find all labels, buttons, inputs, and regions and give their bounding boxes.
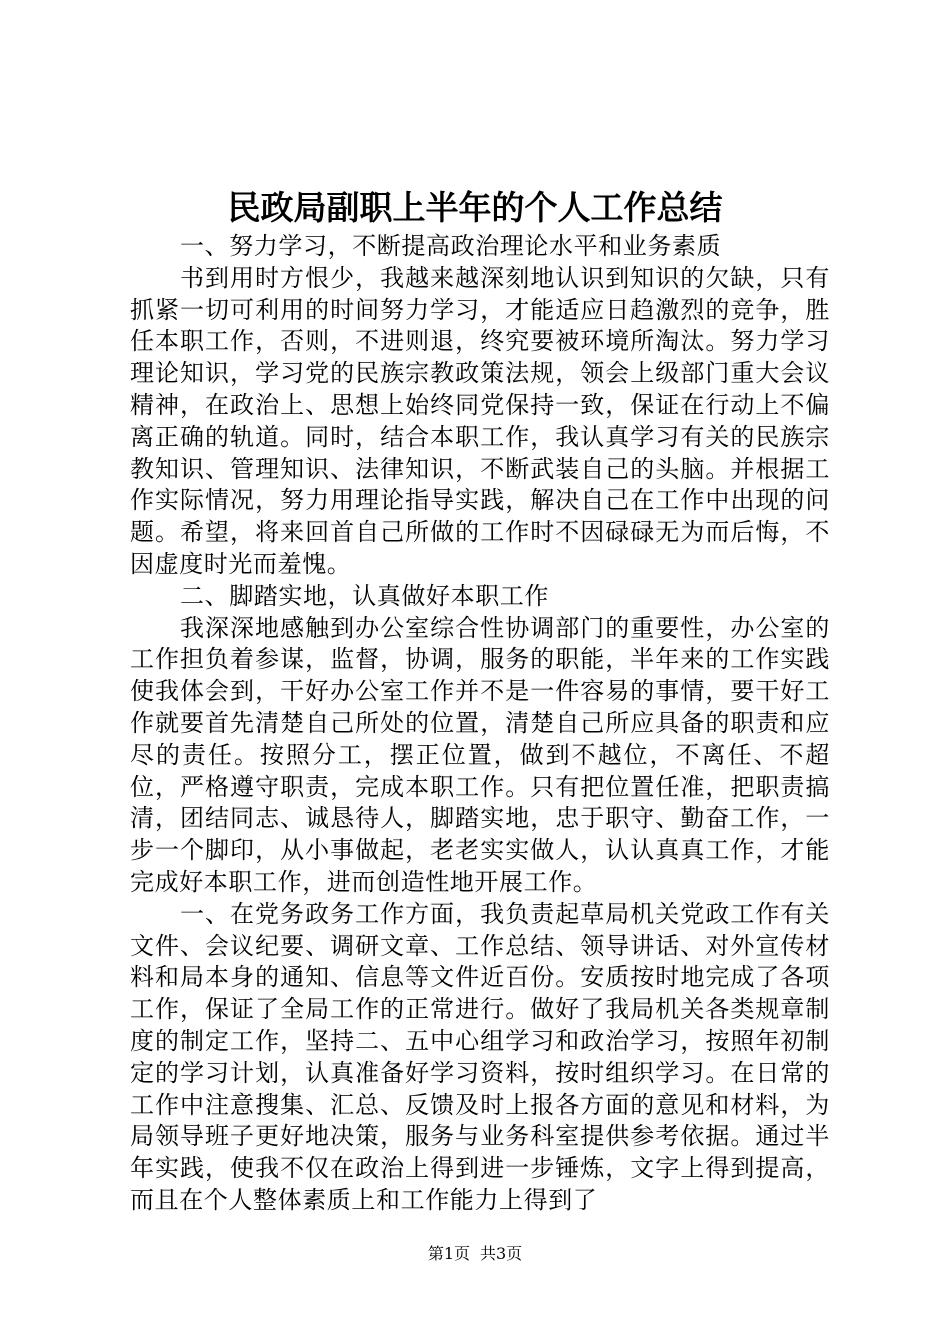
document-body (130, 231, 830, 1217)
section-heading-study: 一、努力学习，不断提高政治理论水平和业务素质 (180, 232, 722, 260)
paragraph-study: 书到用时方恨少，我越来越深刻地认识到知识的欠缺，只有抓紧一切可利用的时间努力学习，才能适应日趋激烈的竞争，胜任本职工作，否则，不进则退，终究要被环境所淘汰。努力学习理论知识，学习党的民族宗教政策法规，领会上级部门重大会议精神，在政治上、思想上始终同党保持一致，保证在行动上不偏离正确的轨道。同时，结合本职工作，我认真学习有关的民族宗教知识、管理知识、法律知识，不断武装自己的头脑。并根据工作实际情况，努力用理论指导实践，解决自己在工作中出现的问题。希望，将来回首自己所做的工作时不因碌碌无为而后悔，不因虚度时光而羞愧。 (130, 263, 830, 578)
paragraph-work: 我深深地感触到办公室综合性协调部门的重要性，办公室的工作担负着参谋，监督，协调，服务的职能，半年来的工作实践使我体会到，干好办公室工作并不是一件容易的事情，要干好工作就要首先清楚自己所处的位置，清楚自己所应具备的职责和应尽的责任。按照分工，摆正位置，做到不越位，不离任、不超位，严格遵守职责，完成本职工作。只有把位置任准，把职责搞清，团结同志、诚恳待人，脚踏实地，忠于职守、勤奋工作，一步一个脚印，从小事做起，老老实实做人，认认真真工作，才能完成好本职工作，进而创造性地开展工作。 (130, 613, 830, 896)
section-heading-work: 二、脚踏实地，认真做好本职工作 (180, 581, 549, 610)
page-number: 第1页 (427, 1244, 470, 1263)
page-footer (0, 1243, 950, 1265)
document-title: 民政局副职上半年的个人工作总结 (227, 188, 723, 227)
page-total: 共3页 (480, 1244, 523, 1263)
paragraph-party-affairs: 一、在党务政务工作方面，我负责起草局机关党政工作有关文件、会议纪要、调研文章、工作总结、领导讲话、对外宣传材料和局本身的通知、信息等文件近百份。安质按时地完成了各项工作，保证了全局工作的正常进行。做好了我局机关各类规章制度的制定工作，坚持二、五中心组学习和政治学习，按照年初制定的学习计划，认真准备好学习资料，按时组织学习。在日常的工作中注意搜集、汇总、反馈及时上报各方面的意见和材料，为局领导班子更好地决策，服务与业务科室提供参考依据。通过半年实践，使我不仅在政治上得到进一步锤炼，文字上得到提高，而且在个人整体素质上和工作能力上得到了 (130, 899, 830, 1214)
